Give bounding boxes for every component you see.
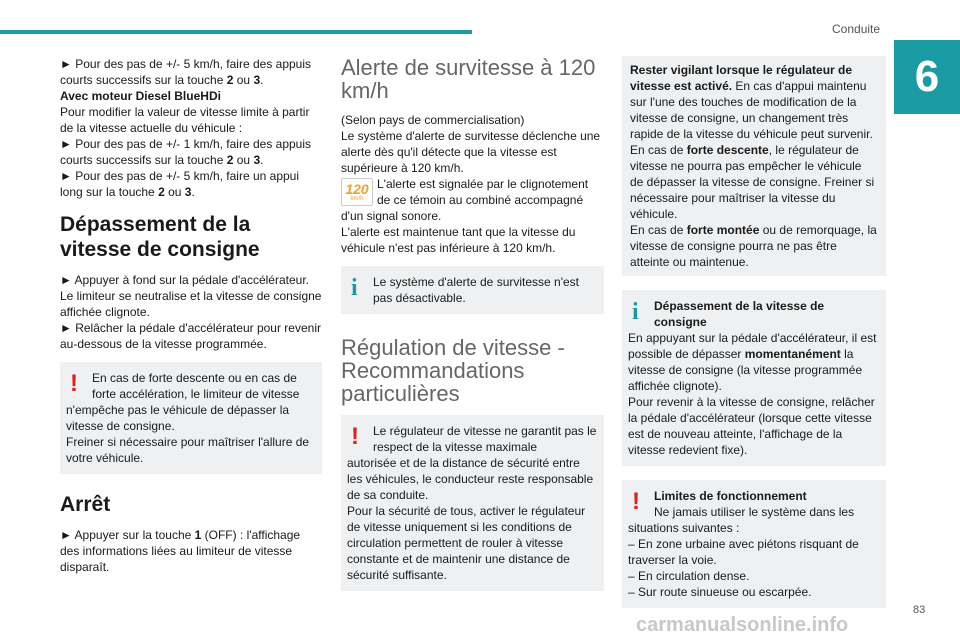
paragraph: Le limiteur se neutralise et la vitesse de consigne affichée clignote. [60, 289, 322, 319]
warning-icon: ! [70, 370, 78, 397]
column-3 [622, 56, 886, 608]
warning-icon: ! [351, 423, 359, 450]
list-item: – Sur route sinueuse ou escarpée. [628, 585, 812, 599]
section-title: Conduite [832, 22, 881, 36]
list-item: – En circulation dense. [628, 569, 750, 583]
paragraph: (Selon pays de commercialisation) [341, 113, 525, 127]
heading-alerte: Alerte de survitesse à 120 km/h [341, 55, 596, 103]
heading-depassement: Dépassement de la vitesse de consigne [60, 213, 260, 261]
heading-regulation: Régulation de vitesse - Recommandations particulières [341, 335, 565, 406]
heading-arret: Arrêt [60, 493, 111, 516]
warning-icon: ! [632, 488, 640, 515]
info-icon: i [351, 275, 358, 301]
paragraph: ► Pour des pas de +/- 5 km/h, faire des appuis courts successifs sur la touche 2 ou 3. [60, 57, 312, 87]
info-icon: i [632, 299, 639, 325]
info-box: i Le système d'alerte de survitesse n'est pas désactivable. [341, 266, 604, 314]
column-1 [60, 56, 322, 575]
paragraph: ► Appuyer à fond sur la pédale d'accélérateur. [60, 273, 309, 287]
paragraph: ► Relâcher la pédale d'accélérateur pour revenir au-dessous de la vitesse programmée. [60, 321, 321, 351]
indicator-paragraph: 120 km/h L'alerte est signalée par le clignotement de ce témoin au combiné accompagné d'un signal sonore. [341, 177, 589, 223]
paragraph: ► Pour des pas de +/- 1 km/h, faire des appuis courts successifs sur la touche 2 ou 3. [60, 137, 312, 167]
info-box: i Dépassement de la vitesse de consigne En appuyant sur la pédale d'accélérateur, il est possible de dépasser momentanément la vitesse de consigne (la vitesse programmée affichée clignote). Pour revenir à la vitesse de consigne, relâcher la pédale d'accélérateur (lorsque cette vitesse est de nouveau atteinte, l'affichage de la vitesse redevient fixe). [622, 290, 886, 466]
page-number: 83 [913, 604, 926, 616]
chapter-badge: 6 [894, 40, 960, 114]
warning-box: ! Limites de fonctionnement Ne jamais utiliser le système dans les situations suivantes : – En zone urbaine avec piétons risquant de traverser la voie. – En circulation dense. – Sur route sinueuse ou escarpée. [622, 480, 886, 608]
list-item: – En zone urbaine avec piétons risquant de traverser la voie. [628, 537, 859, 567]
paragraph: Le système d'alerte de survitesse déclenche une alerte dès qu'il détecte que la vitesse est supérieure à 120 km/h. [341, 129, 601, 175]
vigilance-box: Rester vigilant lorsque le régulateur de vitesse est activé. En cas d'appui maintenu sur l'une des touches de modification de la vitesse de consigne, un changement très rapide de la vitesse du véhicule peut survenir. En cas de forte descente, le régulateur de vitesse ne pourra pas empêcher le véhicule de dépasser la vitesse de consigne. Freiner si nécessaire pour maîtriser la vitesse du véhicule. En cas de forte montée ou de remorquage, la vitesse de consigne pourra ne pas être atteinte ou maintenue. [622, 56, 886, 276]
paragraph: Pour modifier la valeur de vitesse limite à partir de la vitesse actuelle du véhicule : [60, 105, 310, 135]
watermark: carmanualsonline.info [636, 614, 849, 636]
subheading-diesel: Avec moteur Diesel BlueHDi [60, 89, 221, 103]
warning-box: ! Le régulateur de vitesse ne garantit pas le respect de la vitesse maximale autorisée et de la distance de sécurité entre les véhicules, le conducteur reste responsable de sa conduite. Pour la sécurité de tous, activer le régulateur de vitesse uniquement si les conditions de circulation permettent de rouler à vitesse constante et de maintenir une distance de sécurité suffisante. [341, 415, 604, 591]
column-2 [341, 56, 604, 591]
paragraph: ► Pour des pas de +/- 5 km/h, faire un appui long sur la touche 2 ou 3. [60, 169, 300, 199]
speed-alert-120-icon: 120 km/h [341, 178, 373, 206]
warning-box: ! En cas de forte descente ou en cas de forte accélération, le limiteur de vitesse n'empêche pas le véhicule de dépasser la vitesse de consigne. Freiner si nécessaire pour maîtriser l'allure de votre véhicule. [60, 362, 322, 474]
paragraph: L'alerte est maintenue tant que la vitesse du véhicule n'est pas inférieure à 120 km/h. [341, 225, 576, 255]
header-rule [0, 30, 472, 34]
paragraph: ► Appuyer sur la touche 1 (OFF) : l'affichage des informations liées au limiteur de vitesse disparaît. [60, 528, 301, 574]
